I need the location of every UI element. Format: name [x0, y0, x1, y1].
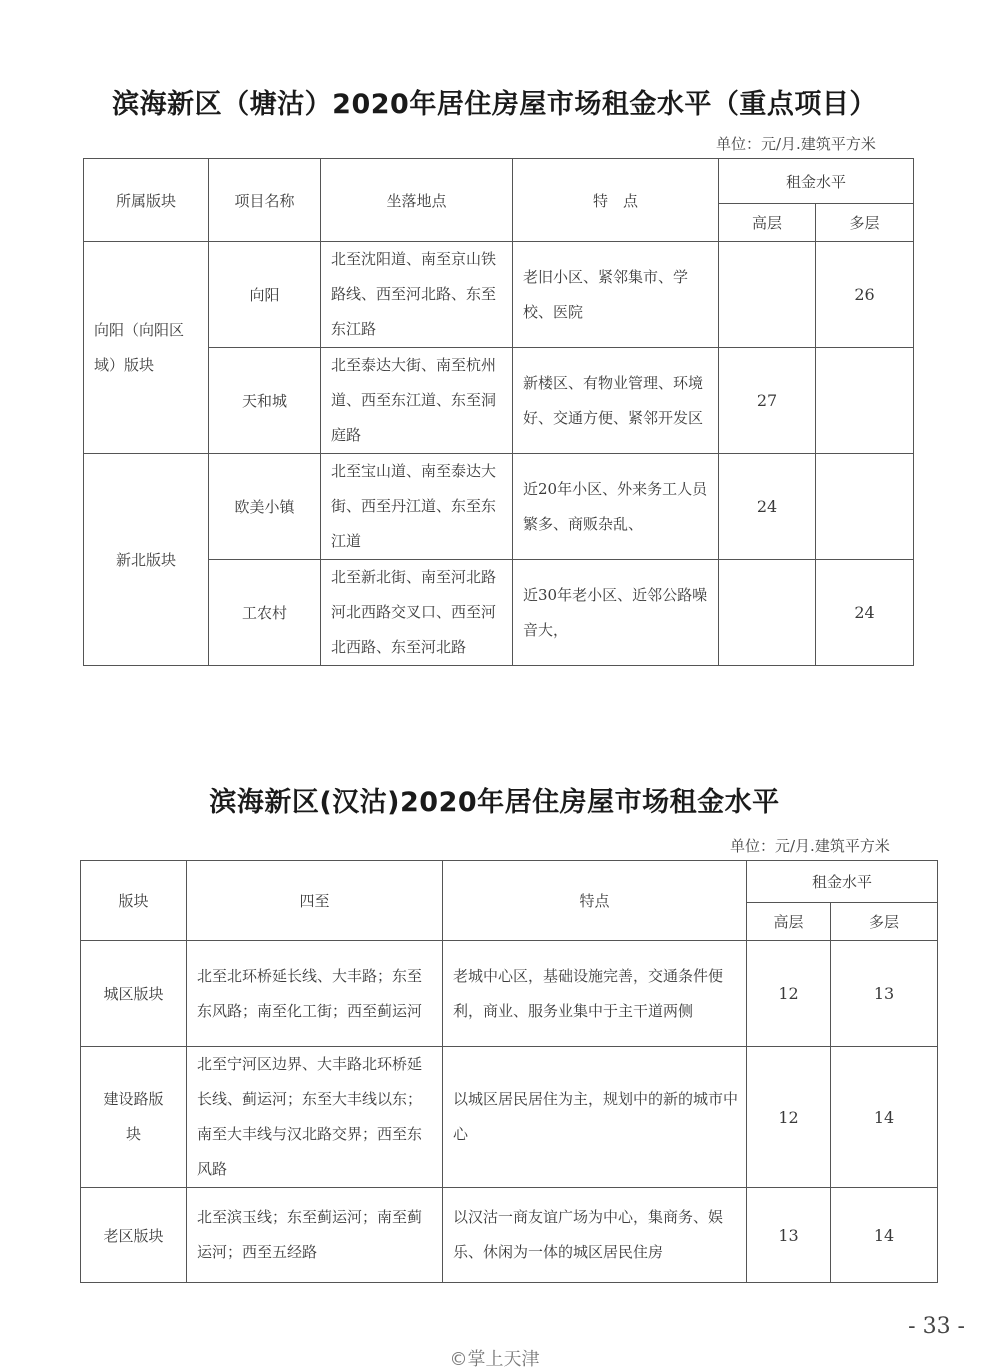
header-feature: 特 点	[513, 159, 719, 242]
table-row	[84, 454, 914, 560]
multi-rent-cell	[816, 348, 914, 454]
project-cell: 天和城	[209, 348, 321, 454]
high-rent-cell: 24	[719, 454, 816, 560]
table2-hangu-rent	[80, 860, 938, 1283]
table-row	[81, 941, 938, 1047]
feature-cell: 近30年老小区、近邻公路噪音大，	[513, 560, 719, 666]
project-cell: 工农村	[209, 560, 321, 666]
header-location: 坐落地点	[321, 159, 513, 242]
feature-cell: 以城区居民居住为主，规划中的新的城市中心	[443, 1047, 747, 1188]
high-rent-cell: 27	[719, 348, 816, 454]
bounds-cell: 北至滨玉线；东至蓟运河；南至蓟运河；西至五经路	[187, 1188, 443, 1283]
table-row	[84, 242, 914, 348]
header-high: 高层	[747, 903, 831, 941]
watermark: ©掌上天津	[449, 1349, 540, 1370]
block-cell: 新北版块	[84, 454, 209, 666]
high-rent-cell	[719, 560, 816, 666]
table-row	[81, 1047, 938, 1188]
location-cell: 北至泰达大街、南至杭州道、西至东江道、东至洞庭路	[321, 348, 513, 454]
table-row	[84, 560, 914, 666]
feature-cell: 以汉沽一商友谊广场为中心，集商务、娱乐、休闲为一体的城区居民住房	[443, 1188, 747, 1283]
table-row	[81, 1188, 938, 1283]
block-cell: 城区版块	[81, 941, 187, 1047]
high-rent-cell: 13	[747, 1188, 831, 1283]
header-multi: 多层	[831, 903, 938, 941]
page-number: - 33 -	[908, 1314, 965, 1339]
project-cell: 欧美小镇	[209, 454, 321, 560]
header-feature: 特点	[443, 861, 747, 941]
table1-unit: 单位：元/月.建筑平方米	[716, 135, 876, 153]
project-cell: 向阳	[209, 242, 321, 348]
table2-title: 滨海新区(汉沽)2020年居住房屋市场租金水平	[209, 787, 780, 818]
location-cell: 北至宝山道、南至泰达大街、西至丹江道、东至东江道	[321, 454, 513, 560]
block-cell: 建设路版块	[81, 1047, 187, 1188]
table-row	[84, 348, 914, 454]
table2-unit: 单位：元/月.建筑平方米	[730, 837, 890, 855]
multi-rent-cell: 14	[831, 1047, 938, 1188]
location-cell: 北至沈阳道、南至京山铁路线、西至河北路、东至东江路	[321, 242, 513, 348]
high-rent-cell: 12	[747, 941, 831, 1047]
multi-rent-cell: 24	[816, 560, 914, 666]
multi-rent-cell: 26	[816, 242, 914, 348]
multi-rent-cell	[816, 454, 914, 560]
block-cell: 向阳（向阳区域）版块	[84, 242, 209, 454]
feature-cell: 新楼区、有物业管理、环境好、交通方便、紧邻开发区	[513, 348, 719, 454]
table1-tanggu-rent	[83, 158, 914, 666]
header-rent: 租金水平	[747, 861, 938, 903]
feature-cell: 老旧小区、紧邻集市、学校、医院	[513, 242, 719, 348]
header-block: 版块	[81, 861, 187, 941]
header-project: 项目名称	[209, 159, 321, 242]
location-cell: 北至新北街、南至河北路河北西路交叉口、西至河北西路、东至河北路	[321, 560, 513, 666]
multi-rent-cell: 13	[831, 941, 938, 1047]
header-block: 所属版块	[84, 159, 209, 242]
header-bounds: 四至	[187, 861, 443, 941]
header-rent: 租金水平	[719, 159, 914, 204]
block-cell: 老区版块	[81, 1188, 187, 1283]
bounds-cell: 北至北环桥延长线、大丰路；东至东风路；南至化工街；西至蓟运河	[187, 941, 443, 1047]
high-rent-cell	[719, 242, 816, 348]
header-high: 高层	[719, 204, 816, 242]
multi-rent-cell: 14	[831, 1188, 938, 1283]
header-multi: 多层	[816, 204, 914, 242]
feature-cell: 近20年小区、外来务工人员繁多、商贩杂乱、	[513, 454, 719, 560]
feature-cell: 老城中心区，基础设施完善，交通条件便利，商业、服务业集中于主干道两侧	[443, 941, 747, 1047]
table1-title: 滨海新区（塘沽）2020年居住房屋市场租金水平（重点项目）	[112, 89, 877, 120]
bounds-cell: 北至宁河区边界、大丰路北环桥延长线、蓟运河；东至大丰线以东；南至大丰线与汉北路交界；西至东风路	[187, 1047, 443, 1188]
high-rent-cell: 12	[747, 1047, 831, 1188]
